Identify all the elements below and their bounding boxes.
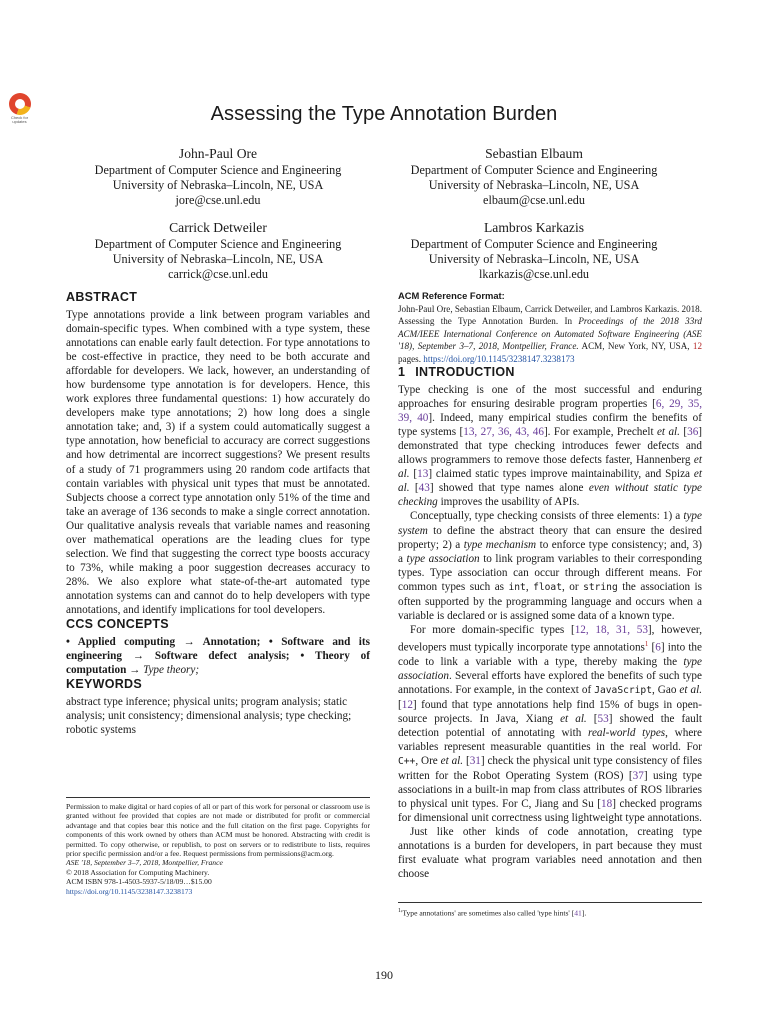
author-name: Lambros Karkazis [483, 220, 585, 235]
copyright-line: © 2018 Association for Computing Machinery. [66, 867, 210, 877]
acm-ref-part: ACM, New York, NY, USA, [578, 341, 693, 352]
page-number: 190 [375, 968, 393, 982]
citation-link[interactable]: 18 [601, 798, 613, 811]
citation-link[interactable]: 13 [417, 468, 429, 481]
author-block [379, 219, 689, 282]
keywords-heading: KEYWORDS [66, 677, 143, 692]
citation-link[interactable]: 12 [401, 698, 413, 711]
author-block [63, 219, 373, 282]
doi-link[interactable]: https://doi.org/10.1145/3238147.3238173 [66, 886, 193, 896]
author-name: John-Paul Ore [178, 146, 258, 161]
right-column [398, 290, 702, 881]
author-email: carrick@cse.unl.edu [168, 267, 268, 281]
section-title: INTRODUCTION [415, 365, 515, 380]
ccs-concept: Type theory; [143, 664, 200, 677]
paper-title: Assessing the Type Annotation Burden [210, 103, 558, 125]
ccs-text [66, 635, 370, 677]
acm-ref-part: pages. [398, 353, 424, 364]
acm-ref-venue: Proceedings of the 2018 33rd ACM/IEEE International Conference on Automated Software Engineering (ASE '18), September 3–7, 2018, Montpellier, France. [398, 316, 702, 352]
citation-link[interactable]: 37 [632, 770, 644, 783]
author-name: Carrick Detweiler [169, 220, 267, 235]
author-email: jore@cse.unl.edu [175, 193, 261, 207]
isbn-line: ACM ISBN 978-1-4503-5937-5/18/09…$15.00 [66, 877, 212, 887]
citation-link[interactable]: 6 [655, 641, 661, 654]
section-number: 1 [398, 365, 406, 380]
intro-paragraph: Just like other kinds of code annotation, creating type annotations is a burden for developers, in part because they must first evaluate what program variables need annotation and then choose [398, 826, 702, 881]
author-block [63, 145, 373, 208]
ccs-concept: • Applied computing → Annotation; [66, 636, 261, 649]
citation-link[interactable]: 43 [418, 482, 430, 495]
citation-link[interactable]: 6, 29, 35, 39, 40 [398, 398, 702, 425]
keywords-text: abstract type inference; physical units; program analysis; static analysis; unit consistency; dimensional analysis; type checking; robotic systems [66, 696, 352, 737]
permission-text: Permission to make digital or hard copies of all or part of this work for personal or classroom use is granted without fee provided that copies are not made or distributed for profit or commercial advantage and that copies bear this notice and the full citation on the first page. Copyrights for components of this work owned by others than ACM must be honored. Abstracting with credit is permitted. To copy otherwise, or republish, to post on servers or to redistribute to lists, requires prior specific permission and/or a fee. Request permissions from permissions@acm.org. [66, 802, 370, 859]
intro-paragraph: Conceptually, type checking consists of three elements: 1) a type system to define the abstract theory that can ensure the desired property; 2) a type mechanism to enforce type consistency; and, 3) a type association to link program variables to their corresponding types. Type association can occur through different means. For common types such as int, float, or string the association is often supported by the programming language and occurs when a variable is declared or is assigned some data of a known type. [398, 510, 703, 622]
citation-link[interactable]: 53 [597, 712, 609, 725]
acm-ref-pages: 12 [692, 341, 703, 352]
author-univ: University of Nebraska–Lincoln, NE, USA [428, 252, 640, 266]
citation-link[interactable]: 36 [687, 426, 699, 439]
author-block [379, 145, 689, 208]
citation-link[interactable]: 12, 18, 31, 53 [574, 623, 648, 636]
acm-ref-doi-link[interactable]: https://doi.org/10.1145/3238147.3238173 [423, 353, 575, 364]
conference-info: ASE '18, September 3–7, 2018, Montpellier, France [66, 858, 223, 868]
ccs-concept: • Theory of computation → [66, 650, 370, 677]
introduction-heading [398, 365, 702, 379]
author-dept: Department of Computer Science and Engineering [94, 163, 342, 177]
permission-notice [66, 797, 370, 896]
footnote-marker[interactable]: 1 [644, 639, 649, 648]
ccs-heading: CCS CONCEPTS [66, 617, 169, 632]
citation-link[interactable]: 13, 27, 36, 43, 46 [463, 426, 544, 439]
abstract-text: Type annotations provide a link between program variables and domain-specific types. When combined with a type system, these annotations can enable early fault detection. For type annotations to be cost-effective in practice, they need to be both accurate and affordable for developers. We lack, however, an understanding of how burdensome type annotation is for developers. Hence, this work explores three fundamental questions: 1) how accurately do developers make type annotations; 2) how long does a single annotation take; and, 3) if a system could automatically suggest a type annotation, how beneficial to accuracy are correct suggestions and how detrimental are incorrect suggestions? We present results of a study of 71 programmers using 20 random code artifacts that contain variables with physical unit types that must be annotated. Subjects choose a correct type annotation only 51% of the time and take an average of 136 seconds to make a single correct annotation. Our qualitative analysis reveals that variable names and reasoning over mathematical operations are the leading clues for type selection. We find that suggesting the correct type boosts accuracy to 73%, while making a poor suggestion decreases accuracy to 28%. We also explore what state-of-the-art automated type annotation systems can and cannot do to help developers with type annotations, and identify implications for tool developers. [66, 309, 370, 616]
intro-paragraph: Type checking is one of the most successful and enduring approaches for ensuring desirable program properties [6, 29, 35, 39, 40]. Indeed, many empirical studies confirm the benefits of type systems [13, 27, 36, 43, 46]. For example, Prechelt et al. [36] demonstrated that type checking introduces fewer defects and allows programmers to remove those defects faster, Hannenberg et al. [13] claimed static types improve maintainability, and Spiza et al. [43] showed that type names alone even without static type checking improves the usability of APIs. [398, 384, 703, 509]
badge-label: Check for updates [10, 115, 29, 124]
author-dept: Department of Computer Science and Engineering [410, 163, 658, 177]
acm-ref-heading: ACM Reference Format: [398, 290, 505, 301]
author-dept: Department of Computer Science and Engineering [94, 237, 342, 251]
footnote-text: ]. [581, 908, 587, 918]
author-univ: University of Nebraska–Lincoln, NE, USA [112, 178, 324, 192]
acm-ref-text [398, 303, 702, 365]
footnote [398, 902, 702, 919]
ccs-concept: • Software and its engineering → Software defect analysis; [66, 636, 370, 663]
author-dept: Department of Computer Science and Engineering [410, 237, 658, 251]
author-univ: University of Nebraska–Lincoln, NE, USA [112, 252, 324, 266]
author-name: Sebastian Elbaum [485, 146, 583, 161]
intro-paragraph: For more domain-specific types [12, 18, 31, 53], however, developers must typically incorporate type annotations$^1$ [6] into the code to link a variable with a type, thereby making the type association. Several efforts have explored the benefits of such type annotations. For example, in the context of JavaScript, Gao et al. [12] found that type annotations help find 15% of bugs in open-source projects. In Java, Xiang et al. [53] showed the fault detection potential of annotating with real-world types, where variables represent measurable quantities in the real world. For C++, Ore et al. [31] check the physical unit type consistency of files written for the Robot Operating System (ROS) [37] using type associations in a built-in map from class attributes of ROS libraries to physical unit types. For C, Jiang and Su [18] checked programs for dimensional unit correctness using lightweight type annotations. [398, 623, 703, 825]
author-univ: University of Nebraska–Lincoln, NE, USA [428, 178, 640, 192]
footnote-number: 1 [398, 908, 401, 914]
citation-link[interactable]: 41 [574, 908, 582, 918]
author-email: lkarkazis@cse.unl.edu [478, 267, 590, 281]
footnote-text: 'Type annotations' are sometimes also called 'type hints' [ [401, 908, 575, 918]
author-email: elbaum@cse.unl.edu [483, 193, 585, 207]
citation-link[interactable]: 31 [469, 754, 481, 767]
acm-ref-part: John-Paul Ore, Sebastian Elbaum, Carrick Detweiler, and Lambros Karkazis. 2018. Assessing the Type Annotation Burden. In [398, 304, 702, 327]
abstract-heading: ABSTRACT [66, 290, 138, 304]
left-column [66, 290, 370, 737]
